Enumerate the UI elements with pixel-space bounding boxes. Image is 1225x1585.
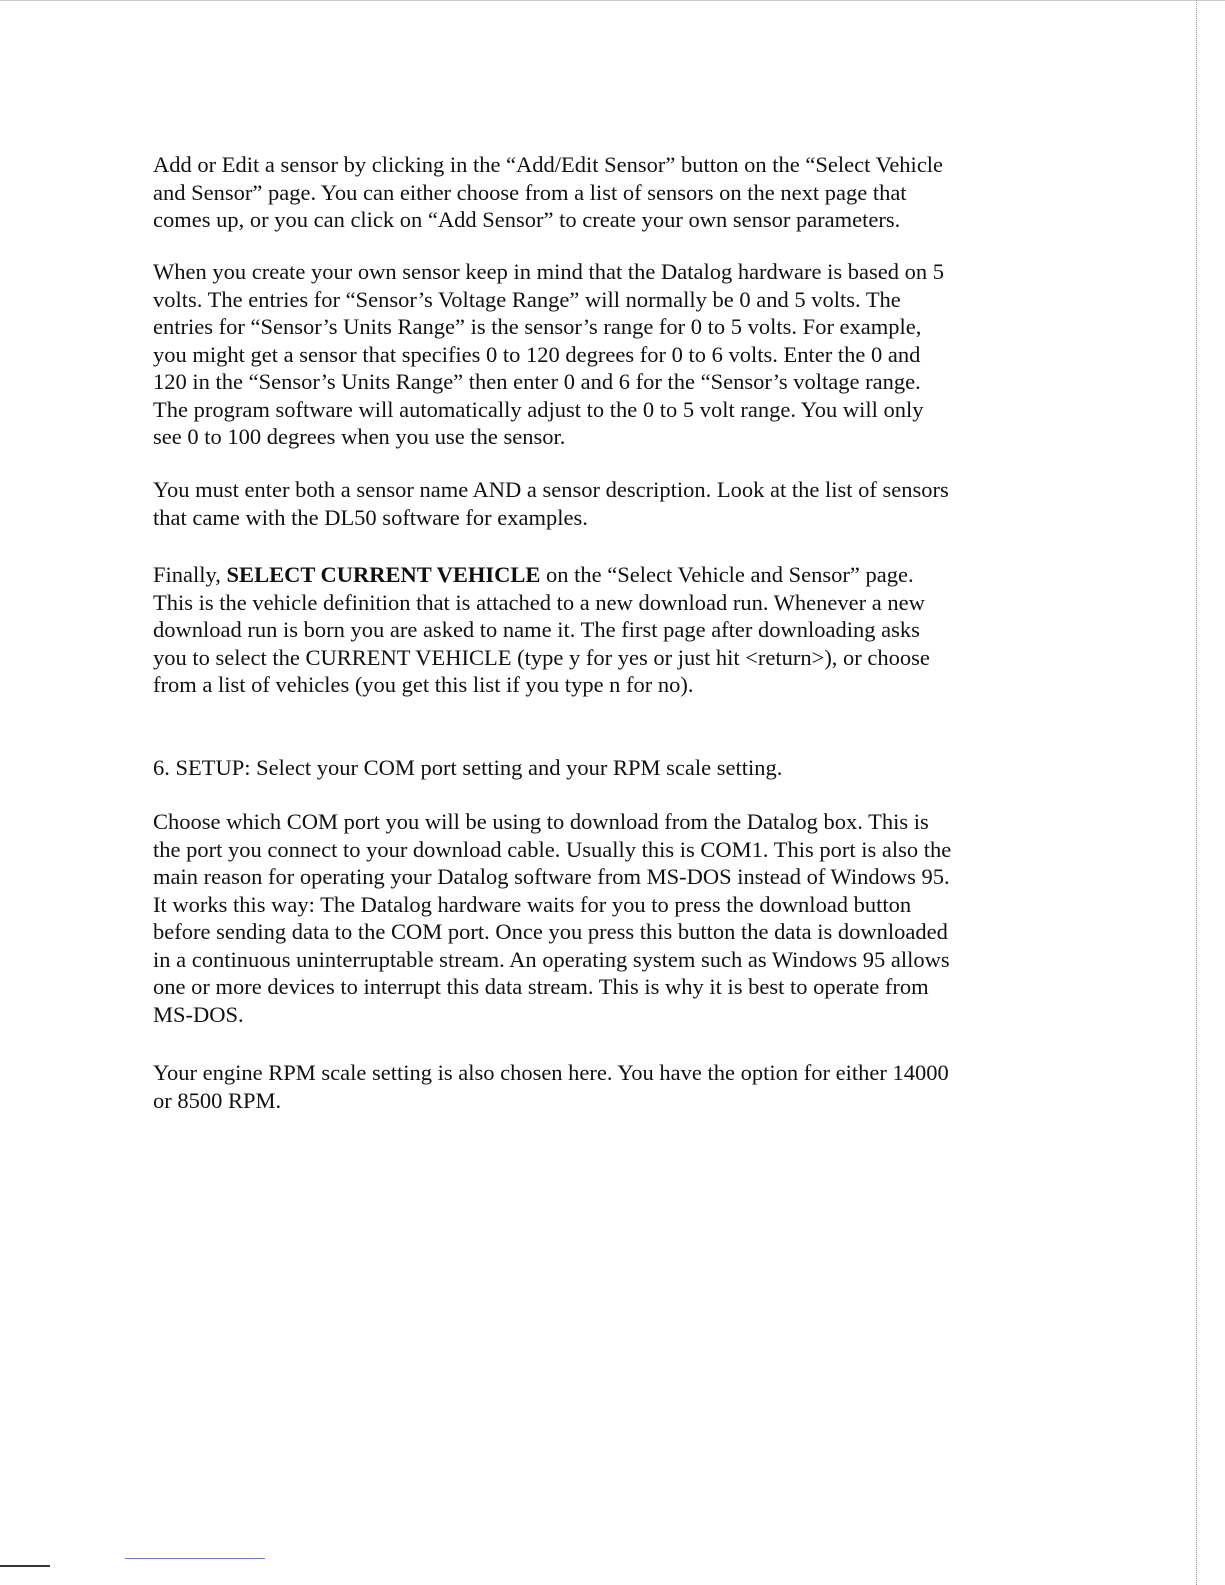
text-line: in a continuous uninterruptable stream. An operating system such as Windows 95 allows xyxy=(153,946,950,972)
paragraph-com-port xyxy=(153,808,951,1028)
scan-mark-bottom-left xyxy=(0,1565,50,1567)
scan-mark-bottom xyxy=(125,1558,265,1559)
paragraph-sensor-name xyxy=(153,476,949,531)
paragraph-add-edit-sensor xyxy=(153,151,943,234)
text-line: 120 in the “Sensor’s Units Range” then enter 0 and 6 for the “Sensor’s voltage range. xyxy=(153,369,921,394)
text-line: MS-DOS. xyxy=(153,1001,244,1027)
text-line: main reason for operating your Datalog software from MS-DOS instead of Windows 95. xyxy=(153,864,950,889)
text-line: It works this way: The Datalog hardware waits for you to press the download button xyxy=(153,891,912,917)
text-line: Add or Edit a sensor by clicking in the “Add/Edit Sensor” button on the “Select Vehicle xyxy=(153,152,944,177)
text-line: see 0 to 100 degrees when you use the sensor. xyxy=(153,424,566,449)
text-line: from a list of vehicles (you get this list if you type n for no). xyxy=(153,672,694,697)
scan-edge-top xyxy=(0,0,1225,1)
text-segment: on the “Select Vehicle and Sensor” page. xyxy=(540,562,914,587)
text-line: that came with the DL50 software for examples. xyxy=(153,504,588,530)
text-line: you to select the CURRENT VEHICLE (type y for yes or just hit <return>), or choose xyxy=(153,644,930,670)
paragraph-create-sensor xyxy=(153,258,944,451)
text-line: You must enter both a sensor name AND a sensor description. Look at the list of sensors xyxy=(153,477,949,502)
text-line: The program software will automatically adjust to the 0 to 5 volt range. You will only xyxy=(153,396,924,422)
text-line: This is the vehicle definition that is attached to a new download run. Whenever a new xyxy=(153,589,925,615)
text-line: one or more devices to interrupt this data stream. This is why it is best to operate from xyxy=(153,974,929,999)
text-line: When you create your own sensor keep in mind that the Datalog hardware is based on 5 xyxy=(153,259,945,284)
text-line: download run is born you are asked to name it. The first page after downloading asks xyxy=(153,617,920,642)
text-line: or 8500 RPM. xyxy=(153,1087,282,1113)
paragraph-select-vehicle xyxy=(153,561,930,699)
text-line: and Sensor” page. You can either choose from a list of sensors on the next page that xyxy=(153,179,907,205)
emphasis-select-current-vehicle: SELECT CURRENT VEHICLE xyxy=(226,562,541,587)
scan-edge-right xyxy=(1195,0,1197,1585)
text-line: the port you connect to your download cable. Usually this is COM1. This port is also the xyxy=(153,836,952,862)
text-line: 6. SETUP: Select your COM port setting and your RPM scale setting. xyxy=(153,755,783,780)
text-line: entries for “Sensor’s Units Range” is the sensor’s range for 0 to 5 volts. For example, xyxy=(153,314,922,339)
text-line: Choose which COM port you will be using to download from the Datalog box. This is xyxy=(153,809,929,834)
section-heading-setup xyxy=(153,754,782,782)
text-line xyxy=(153,561,930,589)
text-line: comes up, or you can click on “Add Sensor” to create your own sensor parameters. xyxy=(153,207,901,232)
paragraph-rpm-scale xyxy=(153,1059,949,1114)
text-segment: Finally, xyxy=(153,562,227,587)
text-line: you might get a sensor that specifies 0 to 120 degrees for 0 to 6 volts. Enter the 0 and xyxy=(153,341,921,367)
text-line: Your engine RPM scale setting is also chosen here. You have the option for either 14000 xyxy=(153,1060,949,1085)
text-line: volts. The entries for “Sensor’s Voltage Range” will normally be 0 and 5 volts. The xyxy=(153,286,901,312)
text-line: before sending data to the COM port. Once you press this button the data is downloaded xyxy=(153,919,948,944)
